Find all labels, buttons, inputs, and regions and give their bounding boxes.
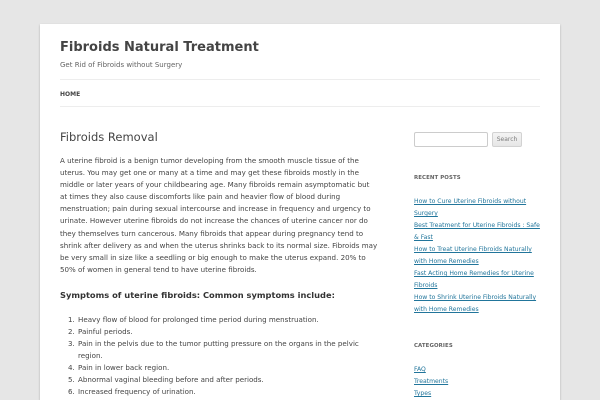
search-button[interactable]: Search [492, 132, 522, 147]
recent-post-link[interactable]: Best Treatment for Uterine Fibroids : Safe & Fast [414, 222, 540, 241]
recent-posts-list [414, 196, 540, 316]
recent-posts-title: RECENT POSTS [414, 175, 461, 181]
symptoms-heading: Symptoms of uterine fibroids: Common symptoms include: [60, 290, 335, 300]
recent-post-link[interactable]: How to Shrink Uterine Fibroids Naturally with Home Remedies [414, 294, 537, 313]
list-item [414, 220, 540, 244]
site-description: Get Rid of Fibroids without Surgery [60, 61, 183, 69]
list-item: 4. Pain in lower back region. [68, 363, 170, 372]
category-link[interactable]: Treatments [414, 378, 449, 385]
list-item: 3. Pain in the pelvis due to the tumor putting pressure on the organs in the pelvic region. [68, 339, 359, 360]
list-item [414, 268, 540, 292]
categories-list [414, 364, 540, 400]
symptom-list [60, 314, 378, 398]
list-item [414, 244, 540, 268]
search-input[interactable] [414, 132, 488, 147]
list-item: 5. Abnormal vaginal bleeding before and after periods. [68, 375, 264, 384]
list-item [414, 388, 540, 400]
list-item [414, 292, 540, 316]
nav-item-home[interactable]: HOME [60, 91, 81, 98]
nav-divider-top [60, 79, 540, 80]
list-item: 6. Increased frequency of urination. [68, 387, 196, 396]
list-item [414, 376, 540, 388]
site-title[interactable]: Fibroids Natural Treatment [60, 40, 259, 55]
category-link[interactable]: Types [414, 390, 432, 397]
entry-title: Fibroids Removal [60, 130, 158, 144]
nav-divider-bottom [60, 106, 540, 107]
list-item: 2. Painful periods. [68, 327, 133, 336]
recent-post-link[interactable]: How to Treat Uterine Fibroids Naturally with Home Remedies [414, 246, 532, 265]
list-item [414, 196, 540, 220]
page-container [40, 24, 560, 400]
category-link[interactable]: FAQ [414, 366, 426, 373]
recent-post-link[interactable]: How to Cure Uterine Fibroids without Surgery [414, 198, 527, 217]
recent-post-link[interactable]: Fast Acting Home Remedies for Uterine Fibroids [414, 270, 534, 289]
categories-title: CATEGORIES [414, 343, 453, 349]
list-item [414, 364, 540, 376]
list-item: 1. Heavy flow of blood for prolonged time period during menstruation. [68, 315, 319, 324]
entry-paragraph: A uterine fibroid is a benign tumor developing from the smooth muscle tissue of the uterus. You may get one or many at a time and may get these fibroids mostly in the middle or later years of your childbearing age. Many fibroids remain asymptomatic but at times they also cause discomforts like pain and heavier flow of blood during menstruation; pain during sexual intercourse and increase in frequency and urgency to urinate. However uterine fibroids do not increase the chances of uterine cancer nor do they themselves turn cancerous. Many fibroids that appear during pregnancy tend to shrink after delivery as and when the uterus shrinks back to its normal size. Fibroids may be very small in size like a seedling or big enough to make the uterus expand. 20% to 50% of women in general tend to have uterine fibroids. [60, 156, 378, 274]
